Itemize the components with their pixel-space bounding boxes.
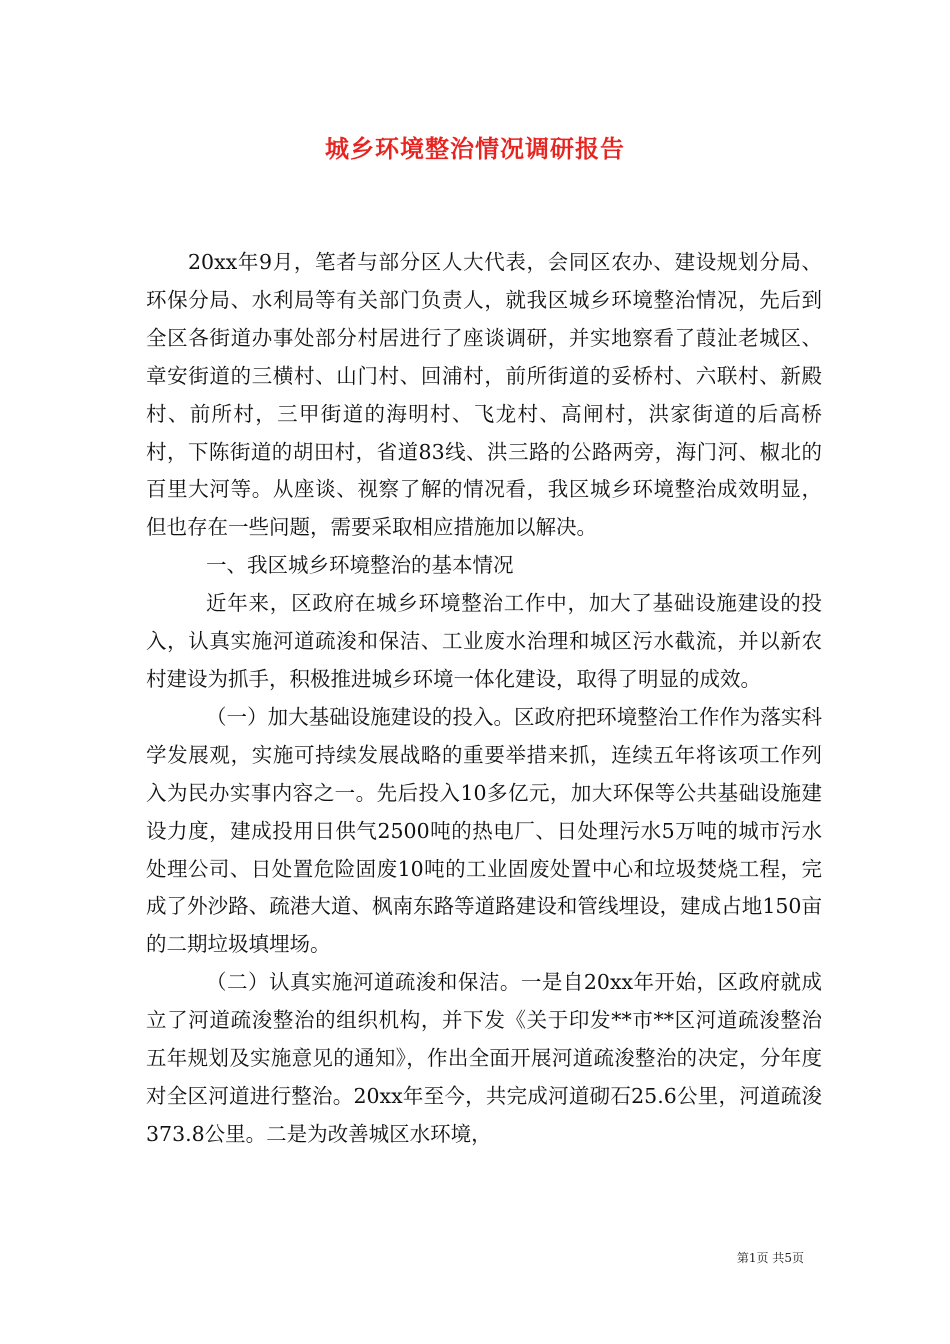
section-heading: 一、我区城乡环境整治的基本情况 [206, 553, 514, 578]
subsection-paragraph-2: （二）认真实施河道疏浚和保洁。一是自20xx年开始，区政府就成立了河道疏浚整治的组织机构，并下发《关于印发**市**区河道疏浚整治五年规划及实施意见的通知》，作出全面开展河道疏浚整治的决定，分年度对全区河道进行整治。20xx年至今，共完成河道砌石25.6公里，河道疏浚373.8公里。二是为改善城区水环境， [146, 970, 822, 1146]
page-number: 第1页 共5页 [736, 1251, 804, 1265]
section-paragraph: 近年来，区政府在城乡环境整治工作中，加大了基础设施建设的投入，认真实施河道疏浚和保洁、工业废水治理和城区污水截流，并以新农村建设为抓手，积极推进城乡环境一体化建设，取得了明显的成效。 [146, 591, 822, 691]
document-body [146, 244, 822, 1154]
page-title: 城乡环境整治情况调研报告 [325, 134, 625, 163]
intro-paragraph: 20xx年9月，笔者与部分区人大代表，会同区农办、建设规划分局、环保分局、水利局等有关部门负责人，就我区城乡环境整治情况，先后到全区各街道办事处部分村居进行了座谈调研，并实地察看了葭沚老城区、章安街道的三横村、山门村、回浦村，前所街道的妥桥村、六联村、新殿村、前所村，三甲街道的海明村、飞龙村、高闸村，洪家街道的后高桥村，下陈街道的胡田村，省道83线、洪三路的公路两旁，海门河、椒北的百里大河等。从座谈、视察了解的情况看，我区城乡环境整治成效明显，但也存在一些问题，需要采取相应措施加以解决。 [146, 250, 822, 540]
subsection-paragraph-1: （一）加大基础设施建设的投入。区政府把环境整治工作作为落实科学发展观，实施可持续发展战略的重要举措来抓，连续五年将该项工作列入为民办实事内容之一。先后投入10多亿元，加大环保等公共基础设施建设力度，建成投用日供气2500吨的热电厂、日处理污水5万吨的城市污水处理公司、日处置危险固废10吨的工业固废处置中心和垃圾焚烧工程，完成了外沙路、疏港大道、枫南东路等道路建设和管线埋设，建成占地150亩的二期垃圾填埋场。 [146, 704, 822, 957]
